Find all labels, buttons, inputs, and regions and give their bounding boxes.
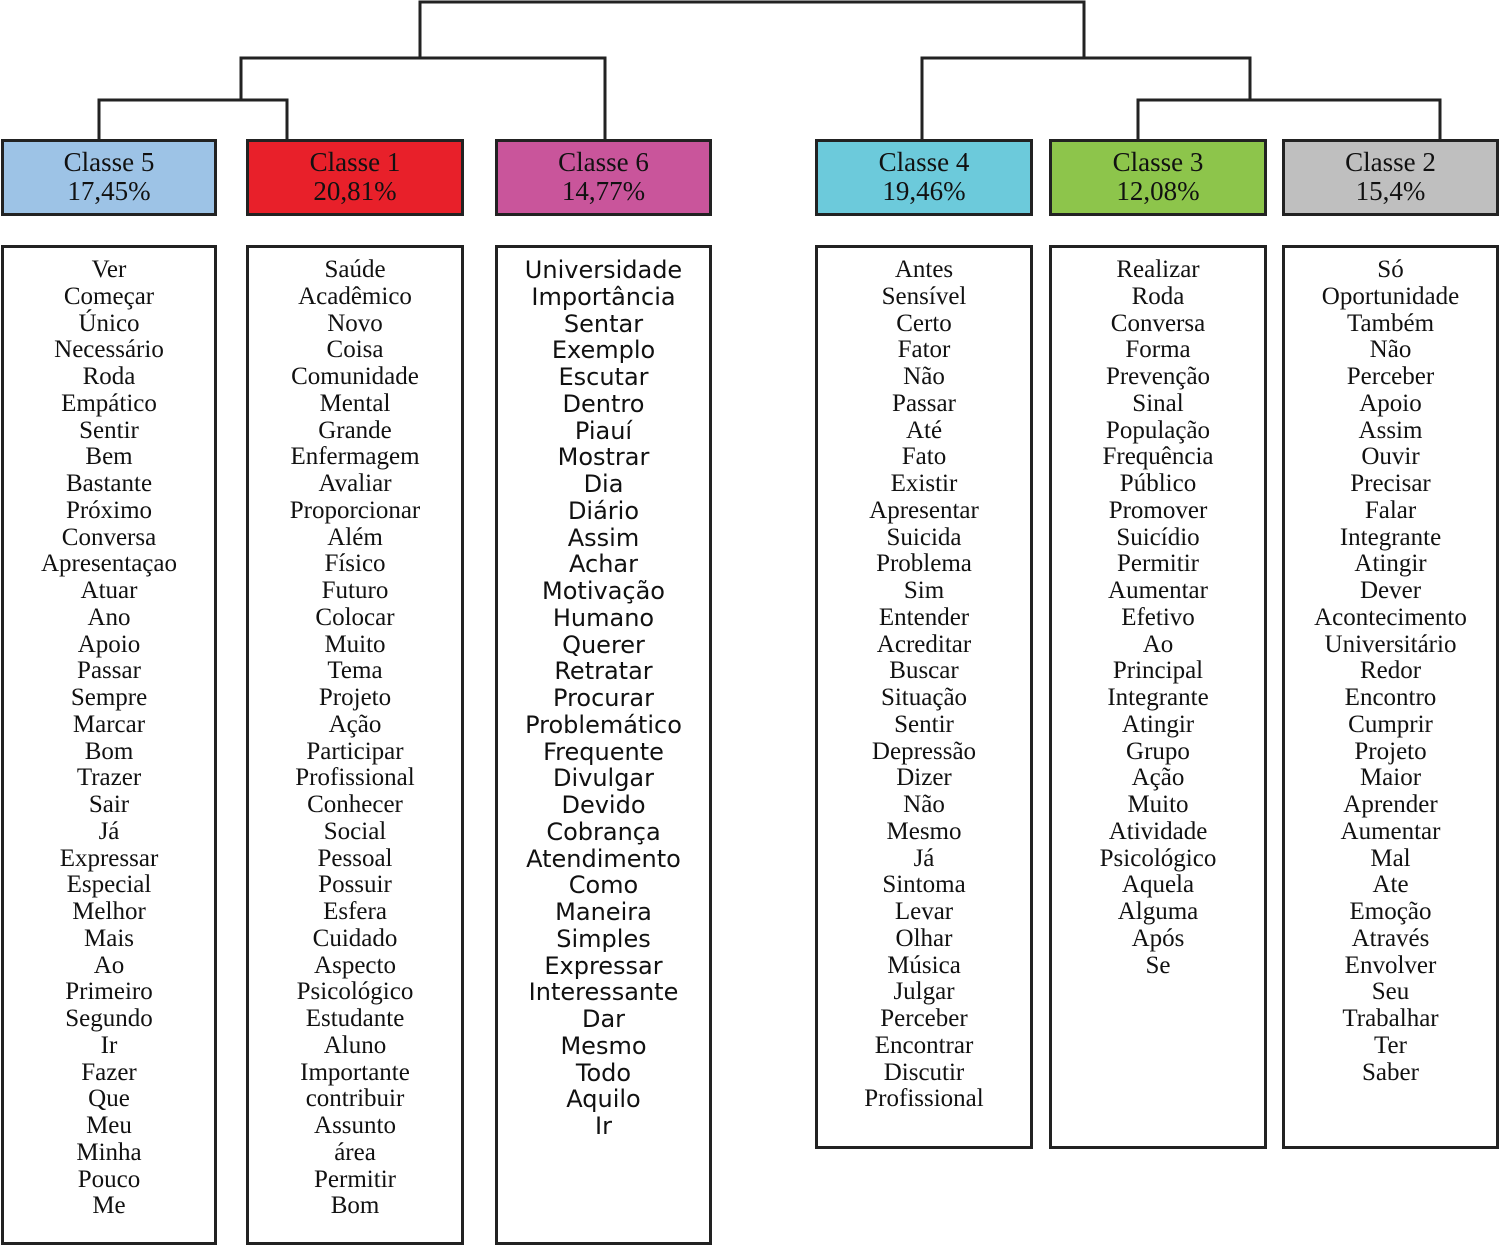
word-item: Ouvir — [1361, 443, 1420, 471]
word-item: Universitário — [1324, 630, 1457, 658]
word-item: Divulgar — [552, 764, 655, 793]
word-item: Avaliar — [318, 470, 392, 497]
word-item: Futuro — [321, 577, 389, 604]
word-item: Aspecto — [314, 951, 396, 979]
word-item: Assim — [567, 523, 640, 552]
word-item: Dia — [583, 470, 624, 498]
word-item: Frequência — [1102, 443, 1214, 471]
word-item: Não — [1369, 336, 1412, 364]
word-item: Ir — [595, 1112, 612, 1140]
word-item: Fato — [901, 443, 947, 471]
word-item: Prevenção — [1105, 363, 1211, 390]
word-item: Aumentar — [1108, 577, 1208, 604]
word-item: Apresentaçao — [40, 550, 178, 578]
word-item: Encontrar — [874, 1031, 974, 1059]
word-item: Conhecer — [307, 791, 403, 818]
word-item: Estudante — [305, 1005, 405, 1032]
word-item: Importância — [531, 282, 676, 311]
word-item: Exemplo — [551, 336, 656, 365]
word-item: Cumprir — [1348, 710, 1433, 738]
word-item: Cuidado — [312, 924, 398, 952]
word-item: Atividade — [1108, 817, 1208, 845]
word-item: Bom — [330, 1192, 380, 1220]
word-item: Música — [887, 951, 961, 979]
class-label: Classe 3 — [1112, 147, 1204, 177]
word-item: Esfera — [323, 898, 387, 925]
word-item: Principal — [1112, 657, 1204, 685]
word-item: Perceber — [880, 1005, 968, 1032]
word-item: Bastante — [65, 470, 153, 497]
word-item: Muito — [324, 630, 386, 658]
word-item: Profissional — [295, 764, 415, 792]
word-item: Dizer — [896, 764, 952, 792]
word-item: Piauí — [574, 416, 633, 445]
word-item: Ate — [1372, 871, 1409, 899]
word-item: Começar — [63, 282, 155, 310]
dendrogram-left-branch — [241, 58, 605, 141]
word-item: Roda — [82, 363, 136, 390]
word-item: Enfermagem — [290, 443, 420, 471]
word-item: Expressar — [59, 844, 159, 872]
word-item: Saúde — [324, 256, 386, 283]
word-item: Devido — [561, 791, 646, 819]
word-item: Comunidade — [291, 363, 419, 390]
word-item: Mesmo — [560, 1031, 647, 1060]
class-6-header — [495, 139, 712, 216]
word-item: Trabalhar — [1342, 1005, 1439, 1032]
word-item: Pessoal — [317, 844, 393, 872]
word-item: Ver — [91, 256, 127, 283]
class-2-word-list — [1282, 245, 1499, 1149]
word-item: Mental — [319, 389, 391, 417]
dendrogram-class5-class1-branch — [99, 100, 287, 141]
word-item: Assim — [1358, 416, 1423, 444]
word-item: Aprender — [1343, 791, 1438, 818]
word-item: Ao — [93, 951, 125, 979]
word-item: Físico — [324, 550, 386, 578]
word-item: Suicida — [886, 523, 962, 551]
word-item: Retratar — [554, 657, 653, 686]
word-item: Sim — [903, 577, 945, 604]
word-item: Único — [78, 309, 140, 337]
word-item: População — [1105, 416, 1211, 444]
word-item: Também — [1346, 309, 1435, 337]
word-item: Especial — [66, 871, 152, 899]
word-item: Importante — [300, 1058, 410, 1086]
word-item: Tema — [327, 657, 383, 685]
word-item: Já — [98, 817, 120, 845]
class-4-header — [815, 139, 1033, 216]
word-item: Ação — [328, 710, 382, 738]
word-item: Colocar — [315, 603, 395, 631]
word-item: Aquela — [1121, 871, 1195, 899]
word-item: Até — [905, 416, 943, 444]
word-item: Mesmo — [886, 817, 962, 845]
word-item: Falar — [1364, 496, 1417, 524]
word-item: Problemático — [525, 710, 682, 739]
word-item: Mostrar — [557, 443, 650, 472]
word-item: área — [334, 1138, 376, 1166]
word-item: Não — [903, 791, 945, 818]
word-item: Redor — [1359, 657, 1422, 685]
word-item: Problema — [876, 550, 972, 578]
word-item: Alguma — [1117, 898, 1199, 925]
word-item: Só — [1377, 256, 1404, 283]
word-item: Já — [913, 844, 935, 872]
word-item: Sentir — [894, 710, 954, 738]
word-item: Fator — [897, 336, 951, 364]
word-item: Projeto — [318, 684, 392, 711]
word-item: Permitir — [1117, 550, 1199, 578]
word-item: Grande — [318, 416, 392, 444]
word-item: Emoção — [1349, 898, 1432, 925]
word-item: Coisa — [326, 336, 384, 364]
word-item: Segundo — [65, 1005, 153, 1032]
word-item: Psicológico — [296, 978, 414, 1006]
class-label: Classe 1 — [309, 147, 401, 177]
word-item: Projeto — [1354, 737, 1427, 765]
word-item: Como — [568, 871, 639, 900]
word-item: Mal — [1370, 844, 1411, 872]
class-percent: 14,77% — [561, 176, 646, 206]
word-item: Todo — [575, 1058, 632, 1087]
word-item: Encontro — [1344, 684, 1437, 711]
word-item: Passar — [892, 389, 956, 417]
word-item: Saber — [1362, 1058, 1419, 1086]
word-item: Novo — [327, 309, 383, 337]
word-item: Melhor — [72, 898, 146, 925]
word-item: Profissional — [864, 1085, 984, 1113]
word-item: Sensível — [881, 282, 967, 310]
word-item: Bom — [84, 737, 134, 765]
word-item: Sempre — [70, 684, 148, 711]
class-6-word-list — [495, 245, 712, 1245]
word-item: Não — [903, 363, 945, 390]
word-item: Através — [1351, 924, 1430, 952]
word-item: Dentro — [562, 389, 645, 418]
word-item: Muito — [1127, 791, 1189, 818]
word-item: Além — [327, 523, 383, 551]
word-item: Bem — [85, 443, 133, 471]
word-item: Atendimento — [526, 844, 681, 873]
word-item: Procurar — [553, 684, 654, 712]
word-item: Expressar — [544, 951, 663, 980]
word-item: Proporcionar — [289, 496, 421, 524]
word-item: Ao — [1142, 630, 1174, 658]
word-item: Achar — [569, 550, 638, 579]
word-item: Permitir — [314, 1165, 396, 1193]
word-item: Grupo — [1126, 737, 1190, 765]
class-3-word-list — [1049, 245, 1267, 1149]
class-label: Classe 4 — [878, 147, 970, 177]
word-item: Aquilo — [566, 1085, 641, 1114]
class-1-header — [246, 139, 464, 216]
word-item: Empático — [61, 389, 157, 417]
word-item: Ano — [87, 603, 131, 631]
word-item: Motivação — [542, 577, 665, 605]
class-label: Classe 2 — [1345, 147, 1436, 177]
word-item: Psicológico — [1099, 844, 1217, 872]
word-item: Antes — [894, 256, 954, 283]
word-item: Ter — [1374, 1031, 1407, 1059]
word-item: Olhar — [895, 924, 953, 952]
word-item: Necessário — [54, 336, 164, 364]
word-item: Passar — [77, 657, 141, 685]
word-item: Maneira — [555, 898, 652, 926]
word-item: Próximo — [65, 496, 153, 524]
word-item: Escutar — [558, 363, 649, 391]
word-item: Sair — [88, 791, 130, 818]
word-item: Marcar — [72, 710, 146, 738]
word-item: Que — [88, 1085, 130, 1113]
word-item: Se — [1145, 951, 1171, 979]
word-item: Social — [323, 817, 387, 845]
class-4-word-list — [815, 245, 1033, 1149]
class-percent: 19,46% — [882, 176, 966, 206]
word-item: Frequente — [543, 737, 664, 766]
word-item: Assunto — [314, 1112, 396, 1139]
word-item: Perceber — [1346, 363, 1435, 390]
word-item: Discutir — [883, 1058, 965, 1086]
word-item: Conversa — [61, 523, 157, 551]
word-item: Querer — [562, 630, 645, 659]
dendrogram-root-branch — [420, 2, 1084, 58]
word-item: Participar — [306, 737, 404, 765]
class-percent: 12,08% — [1116, 176, 1200, 206]
class-percent: 17,45% — [67, 176, 151, 206]
word-item: Interessante — [528, 978, 679, 1007]
class-label: Classe 5 — [63, 147, 155, 177]
word-item: Pouco — [77, 1165, 141, 1193]
word-item: Oportunidade — [1321, 282, 1460, 310]
word-item: Maior — [1359, 764, 1422, 792]
word-item: Atingir — [1121, 710, 1195, 738]
word-item: Realizar — [1116, 256, 1200, 283]
word-item: Suicídio — [1116, 523, 1200, 551]
word-item: Depressão — [871, 737, 977, 765]
word-item: Universidade — [524, 256, 683, 284]
word-item: Apresentar — [869, 496, 979, 524]
class-5-header — [1, 139, 217, 216]
word-item: Acontecimento — [1314, 603, 1467, 631]
word-item: Sentar — [563, 309, 644, 338]
class-2-header — [1282, 139, 1499, 216]
word-item: Precisar — [1350, 470, 1431, 497]
word-item: Aluno — [323, 1031, 387, 1059]
word-item: Cobrança — [546, 817, 661, 846]
word-item: Mais — [84, 924, 134, 952]
word-item: Conversa — [1110, 309, 1206, 337]
word-item: Dever — [1359, 577, 1422, 604]
word-item: Levar — [894, 898, 954, 925]
word-item: Apoio — [1359, 389, 1422, 417]
word-item: Após — [1131, 924, 1185, 952]
word-item: Certo — [896, 309, 952, 337]
word-item: Promover — [1108, 496, 1208, 524]
word-item: Dar — [581, 1005, 626, 1033]
word-item: Fazer — [81, 1058, 137, 1086]
word-item: contribuir — [305, 1085, 405, 1113]
class-percent: 15,4% — [1355, 176, 1426, 206]
word-item: Possuir — [318, 871, 392, 899]
class-percent: 20,81% — [313, 176, 397, 206]
word-item: Acreditar — [876, 630, 972, 658]
word-item: Buscar — [889, 657, 959, 685]
word-item: Trazer — [76, 764, 142, 792]
word-item: Entender — [878, 603, 970, 631]
word-item: Integrante — [1339, 523, 1442, 551]
word-item: Sentir — [79, 416, 139, 444]
word-item: Existir — [890, 470, 958, 497]
word-item: Integrante — [1107, 684, 1209, 711]
word-item: Diário — [567, 496, 640, 525]
word-item: Acadêmico — [298, 282, 412, 310]
word-item: Situação — [880, 684, 968, 711]
word-item: Simples — [556, 924, 651, 953]
word-item: Público — [1119, 470, 1197, 497]
word-item: Apoio — [77, 630, 141, 658]
word-item: Sintoma — [882, 871, 966, 899]
word-item: Ir — [100, 1031, 118, 1059]
dendrogram-class3-class2-branch — [1138, 100, 1440, 141]
class-3-header — [1049, 139, 1267, 216]
word-item: Seu — [1371, 978, 1410, 1006]
word-item: Julgar — [893, 978, 955, 1006]
word-item: Efetivo — [1121, 603, 1195, 631]
word-item: Ação — [1131, 764, 1185, 792]
word-item: Forma — [1125, 336, 1191, 364]
word-item: Meu — [86, 1112, 132, 1139]
word-item: Primeiro — [65, 978, 153, 1006]
class-1-word-list — [246, 245, 464, 1245]
word-item: Atingir — [1354, 550, 1427, 578]
class-5-word-list — [1, 245, 217, 1245]
word-item: Roda — [1131, 282, 1185, 310]
word-item: Humano — [552, 603, 655, 632]
word-item: Me — [92, 1192, 126, 1220]
word-item: Sinal — [1132, 389, 1184, 417]
word-item: Aumentar — [1340, 817, 1441, 845]
word-item: Atuar — [80, 577, 138, 604]
class-label: Classe 6 — [558, 147, 649, 177]
word-item: Envolver — [1344, 951, 1437, 979]
word-item: Minha — [76, 1138, 142, 1166]
